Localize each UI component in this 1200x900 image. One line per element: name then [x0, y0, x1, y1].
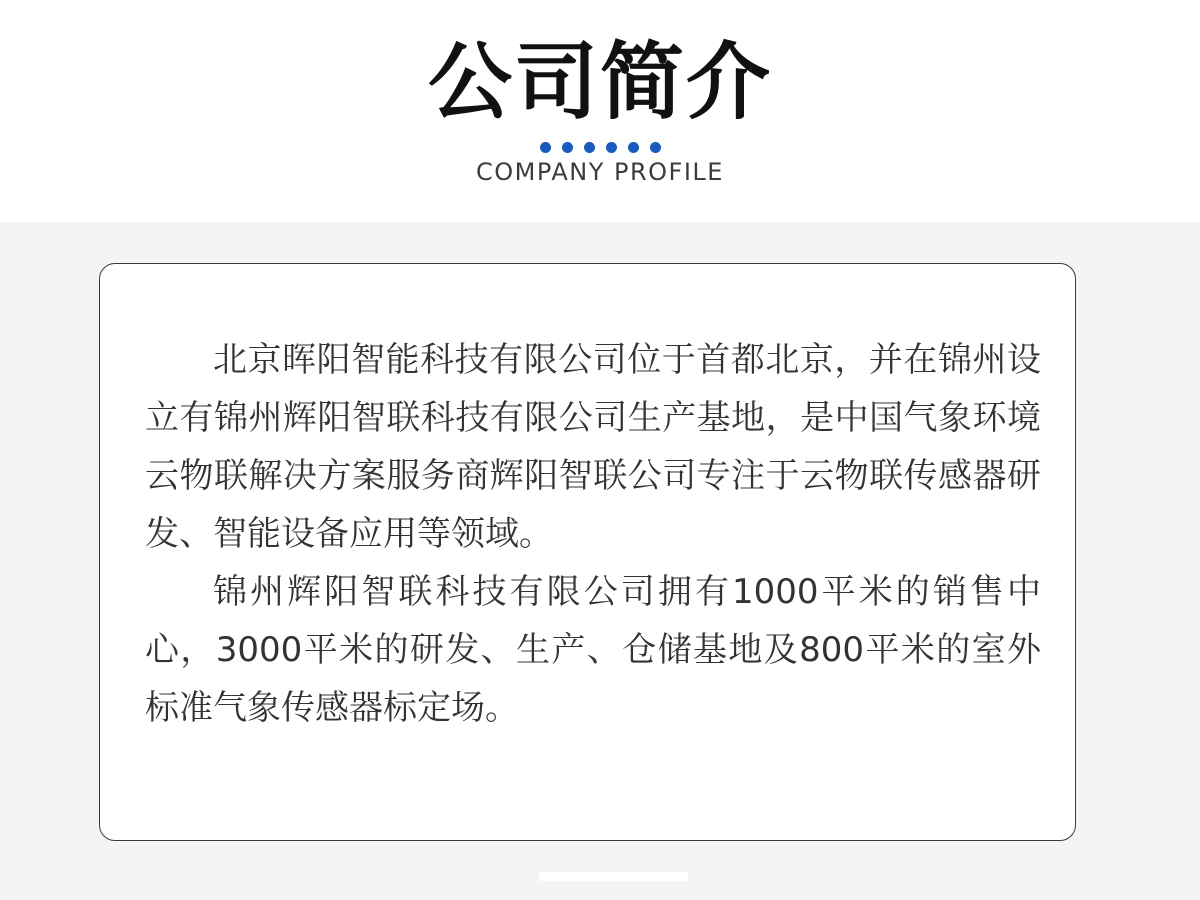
circle-dot-icon — [650, 142, 661, 153]
circle-dot-icon — [584, 142, 595, 153]
circle-dot-icon — [540, 142, 551, 153]
profile-paragraph-1: 北京晖阳智能科技有限公司位于首都北京，并在锦州设立有锦州辉阳智联科技有限公司生产基地，是中国气象环境云物联解决方案服务商辉阳智联公司专注于云物联传感器研发、智能设备应用等领域。 — [145, 340, 1041, 554]
dots-decoration — [0, 142, 1200, 153]
bottom-divider-bar — [539, 872, 688, 881]
page-header — [0, 0, 1200, 222]
company-profile-card — [99, 263, 1076, 841]
page-subtitle: COMPANY PROFILE — [476, 157, 724, 186]
circle-dot-icon — [628, 142, 639, 153]
circle-dot-icon — [606, 142, 617, 153]
profile-section — [0, 222, 1200, 900]
circle-dot-icon — [562, 142, 573, 153]
profile-paragraph-2: 锦州辉阳智联科技有限公司拥有1000平米的销售中心，3000平米的研发、生产、仓储基地及800平米的室外标准气象传感器标定场。 — [145, 572, 1041, 728]
page-title: 公司简介 — [427, 33, 772, 131]
